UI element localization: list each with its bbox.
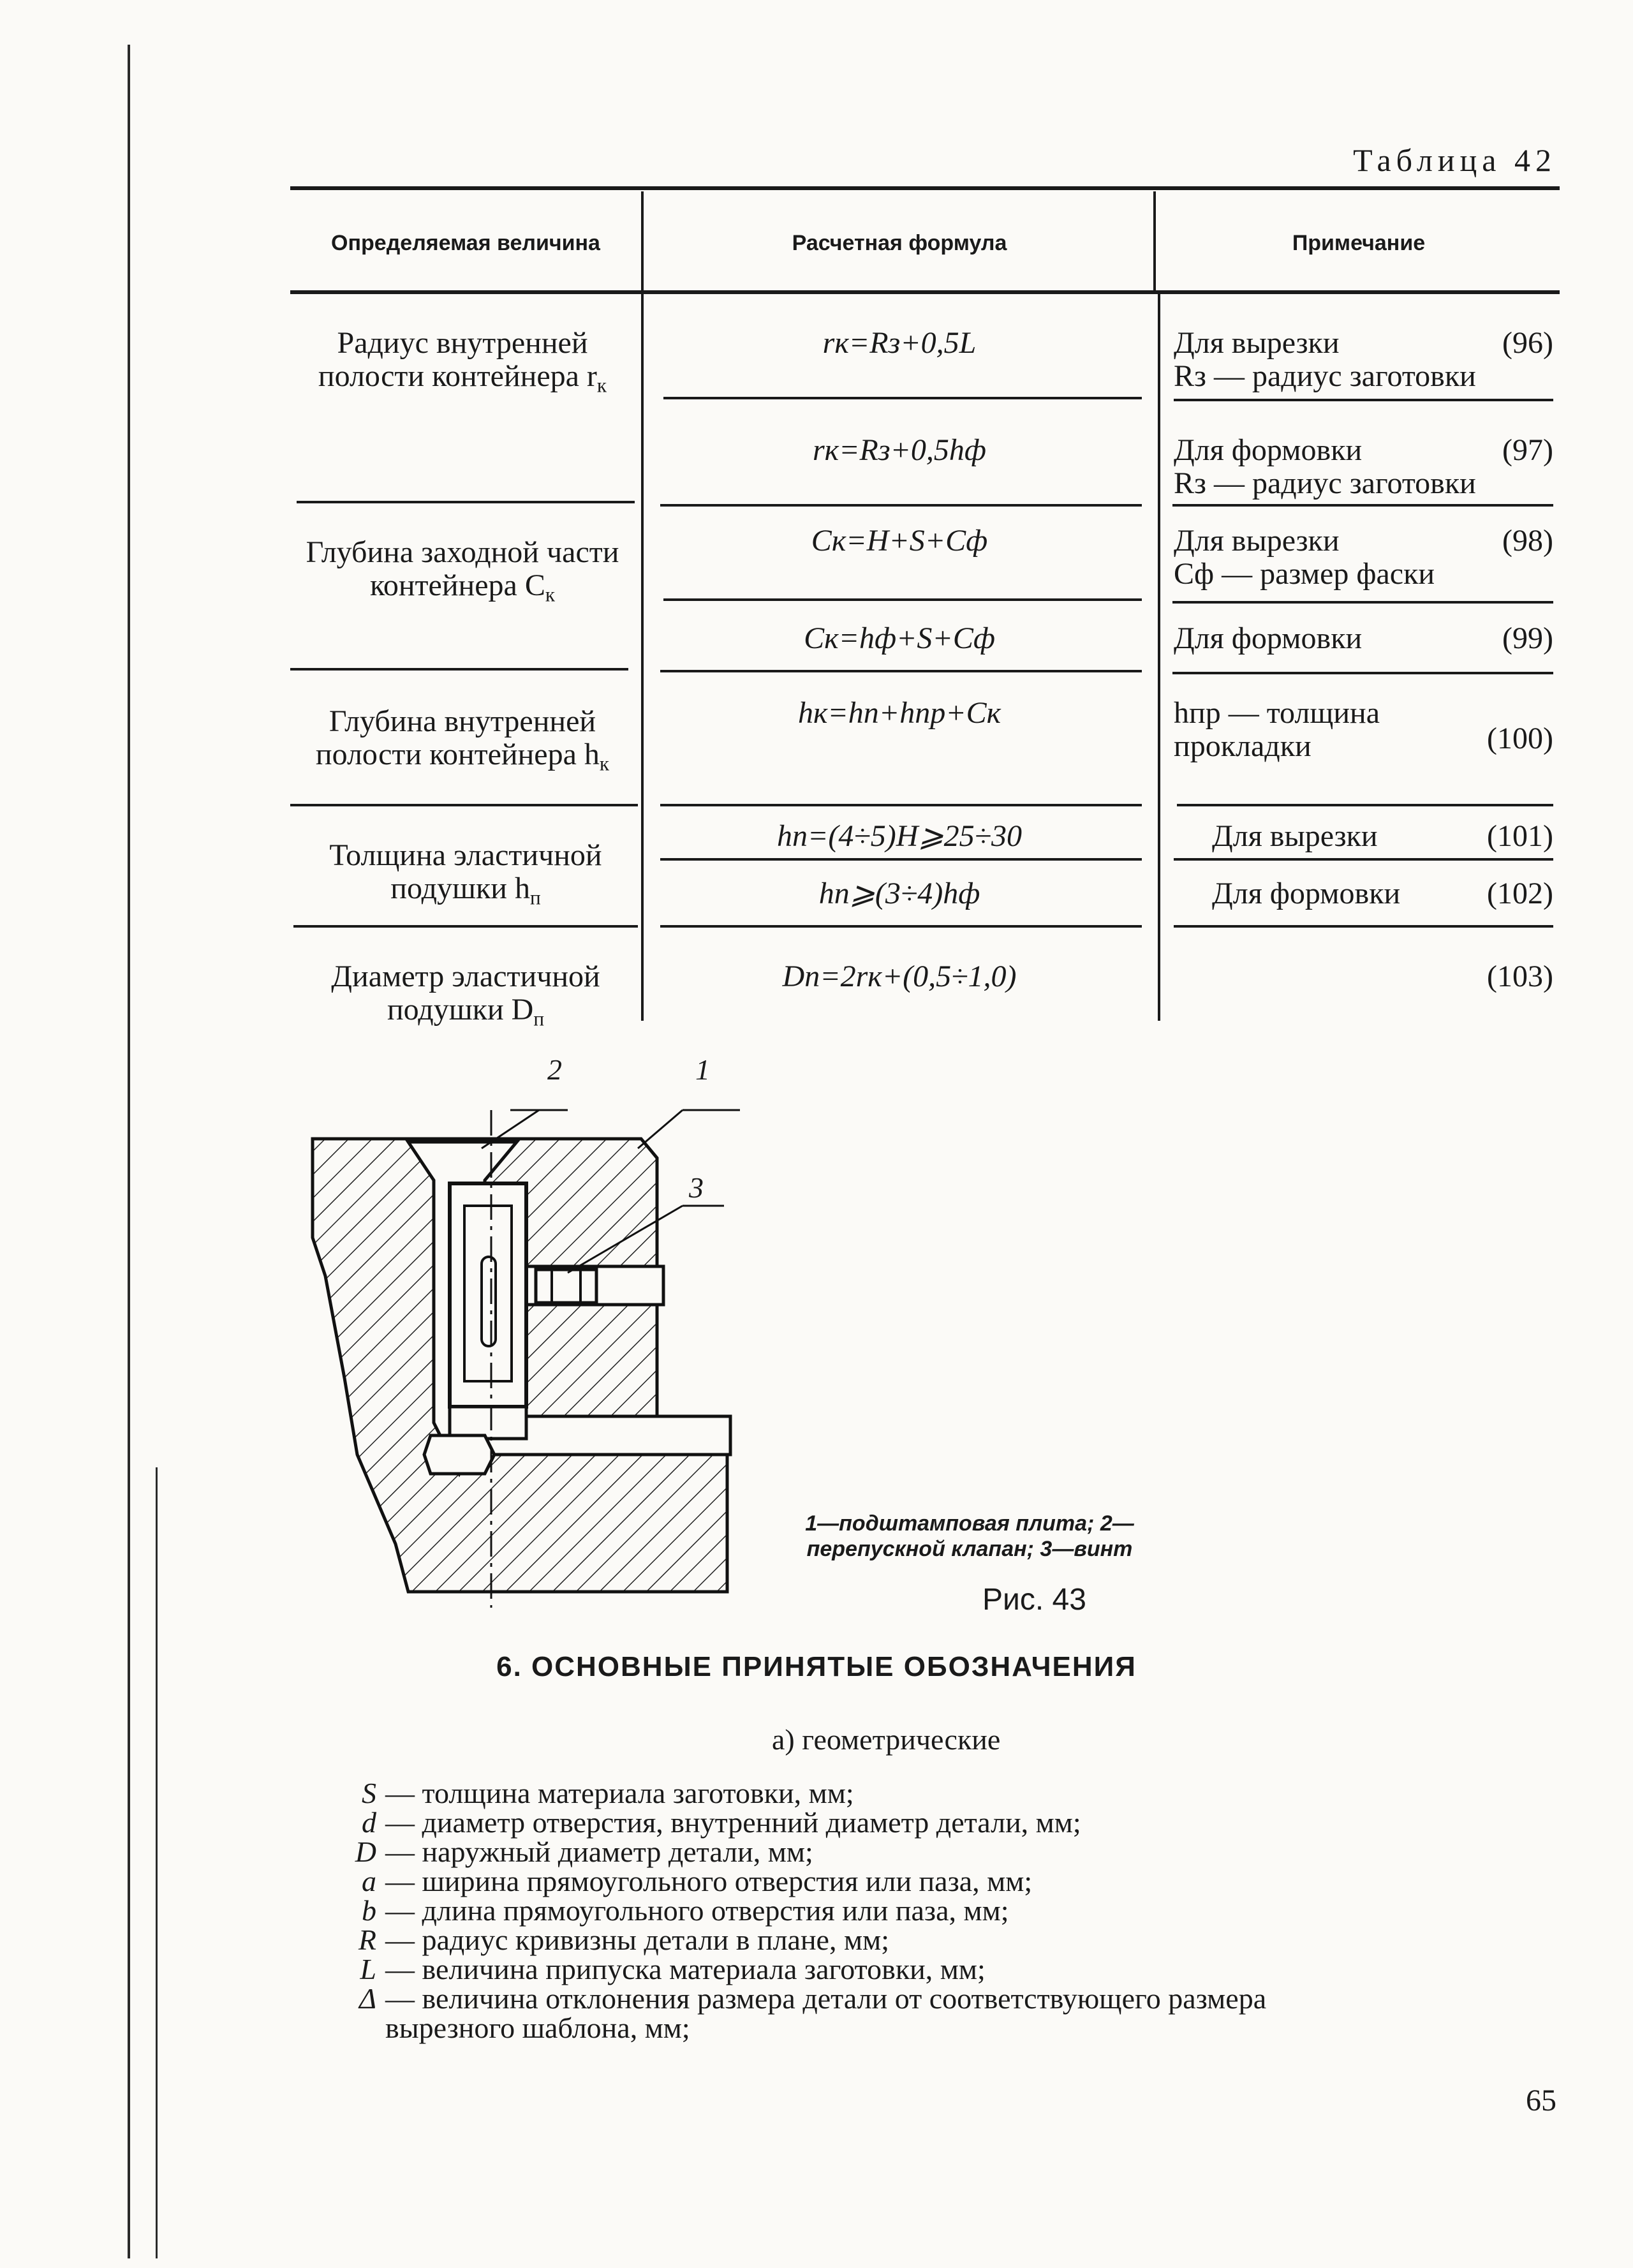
column-divider (1153, 191, 1156, 293)
note-100: hпр — толщина прокладки (100) (1174, 696, 1553, 763)
figure-label-2: 2 (547, 1053, 562, 1086)
row-divider (1172, 672, 1553, 674)
section-subtitle: а) геометрические (772, 1723, 1001, 1756)
row-divider (663, 598, 1142, 601)
column-divider (641, 293, 644, 1021)
list-item: L — величина припуска материала заготовки, мм; (360, 1953, 986, 1985)
column-divider (641, 191, 644, 293)
column-divider (1158, 293, 1160, 1021)
header-formula: Расчетная формула (792, 231, 1007, 255)
row-divider (1177, 804, 1553, 806)
row-divider (297, 501, 635, 503)
formula-103: Dп=2rк+(0,5÷1,0) (782, 960, 1017, 993)
header-note: Примечание (1292, 231, 1426, 255)
row-divider (290, 804, 638, 806)
row-divider (1174, 925, 1553, 928)
figure-43-drawing (300, 1046, 759, 1608)
row-name-cushion-diameter: Диаметр эластичной подушки $D_п$ (331, 960, 600, 1030)
row-divider (660, 504, 1142, 507)
row-divider (1172, 601, 1553, 604)
row-divider (1172, 504, 1553, 507)
list-item: D — наружный диаметр детали, мм; (355, 1835, 813, 1868)
figure-label-1: 1 (695, 1053, 710, 1086)
formula-99: Cк=hф+S+Cф (804, 621, 995, 655)
table-caption: Таблица 42 (1353, 142, 1556, 178)
binding-line (128, 45, 130, 2258)
note-96: Для вырезки (96) Rз — радиус заготовки (1174, 326, 1553, 393)
formula-96: rк=Rз+0,5L (822, 326, 977, 360)
definitions-list (338, 1779, 1563, 2043)
formula-102: hп⩾(3÷4)hф (818, 877, 980, 910)
formula-101: hп=(4÷5)H⩾25÷30 (777, 819, 1022, 853)
figure-title: Рис. 43 (982, 1583, 1086, 1617)
formula-97: rк=Rз+0,5hф (812, 433, 987, 467)
note-103: (103) (1487, 960, 1553, 993)
note-97: Для формовки (97) Rз — радиус заготовки (1174, 433, 1553, 500)
note-101: Для вырезки (101) (1212, 819, 1553, 853)
row-name-entry-depth: Глубина заходной части контейнера $C_к$ (306, 535, 619, 606)
table-top-rule (290, 186, 1560, 190)
figure-label-3: 3 (689, 1171, 704, 1204)
row-name-cushion-thickness: Толщина эластичной подушки $h_п$ (329, 838, 602, 909)
row-divider (660, 804, 1142, 806)
list-item: S — толщина материала заготовки, мм; (362, 1777, 854, 1809)
list-item: a — ширина прямоугольного отверстия или паза, мм; (362, 1865, 1033, 1897)
row-divider (663, 397, 1142, 399)
header-quantity: Определяемая величина (331, 231, 600, 255)
note-102: Для формовки (102) (1212, 877, 1553, 910)
row-name-cavity-depth: Глубина внутренней полости контейнера $h_к$ (315, 704, 610, 775)
row-divider (660, 858, 1142, 861)
row-divider (1174, 399, 1553, 401)
formula-100: hк=hп+hпр+Cк (797, 696, 1001, 730)
row-divider (290, 668, 628, 671)
row-divider (660, 670, 1142, 672)
row-divider (660, 925, 1142, 928)
table-header-rule (290, 290, 1560, 294)
page-number: 65 (1526, 2084, 1556, 2117)
list-item: R — радиус кривизны детали в плане, мм; (358, 1923, 889, 1956)
list-item: Δ — величина отклонения размера детали от соответствующего размера (359, 1982, 1267, 2015)
formula-98: Cк=H+S+Cф (811, 524, 988, 558)
list-item: вырезного шаблона, мм; (385, 2012, 690, 2044)
note-98: Для вырезки (98) Cф — размер фаски (1174, 524, 1553, 591)
row-divider (293, 925, 638, 928)
binding-line (156, 1467, 158, 2258)
row-name-radius: Радиус внутренней полости контейнера $r_к$ (318, 326, 607, 397)
figure-legend: 1—подштамповая плита; 2— перепускной клапан; 3—винт (805, 1511, 1134, 1561)
list-item: d — диаметр отверстия, внутренний диаметр детали, мм; (362, 1806, 1081, 1839)
list-item: b — длина прямоугольного отверстия или паза, мм; (362, 1894, 1009, 1927)
row-divider (1174, 858, 1553, 861)
note-99: Для формовки (99) (1174, 621, 1553, 655)
section-title: 6. ОСНОВНЫЕ ПРИНЯТЫЕ ОБОЗНАЧЕНИЯ (496, 1651, 1137, 1682)
